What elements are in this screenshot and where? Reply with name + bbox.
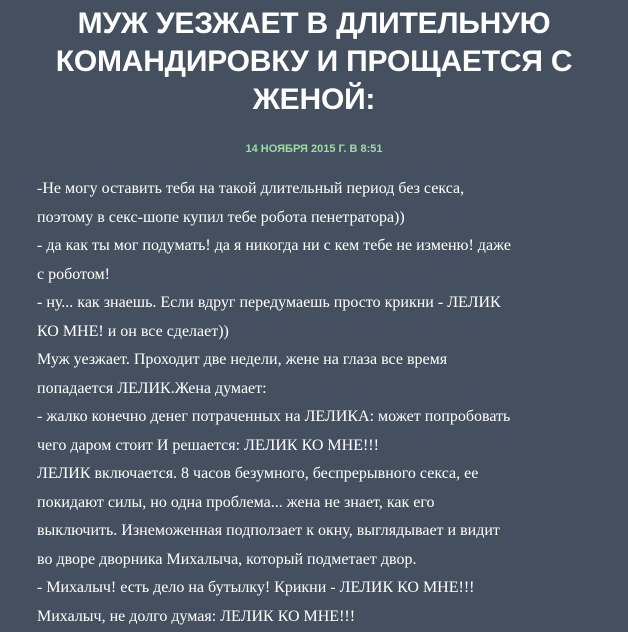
body-line: -Не могу оставить тебя на такой длительный период без секса, (37, 180, 465, 197)
body-line: Муж уезжает. Проходит две недели, жене на глаза все время (37, 351, 448, 368)
title-line: КОМАНДИРОВКУ И ПРОЩАЕТСЯ С (55, 45, 573, 78)
article-title (20, 0, 608, 119)
body-line: попадается ЛЕЛИК.Жена думает: (37, 379, 267, 397)
article-body (37, 175, 608, 631)
body-line: - ну... как знаешь. Если вдруг передумаешь просто крикни - ЛЕЛИК (37, 294, 501, 311)
body-line: во дворе дворника Михалыча, который подметает двор. (37, 550, 417, 568)
body-line: КО МНЕ! и он все сделает)) (37, 322, 229, 340)
body-line: - Михалыч! есть дело на бутылку! Крикни - ЛЕЛИК КО МНЕ!!! (37, 579, 475, 596)
body-line: ЛЕЛИК включается. 8 часов безумного, беспрерывного секса, ее (37, 465, 479, 482)
title-line: ЖЕНОЙ: (252, 83, 376, 116)
body-line: Михалыч, не долго думая: ЛЕЛИК КО МНЕ!!! (37, 607, 356, 625)
body-line: поэтому в секс-шопе купил тебе робота пенетратора)) (37, 208, 405, 226)
body-line: - жалко конечно денег потраченных на ЛЕЛИКА: может попробовать (37, 408, 511, 425)
body-line: чего даром стоит И решается: ЛЕЛИК КО МНЕ!!! (37, 436, 379, 454)
title-line: МУЖ УЕЗЖАЕТ В ДЛИТЕЛЬНУЮ (77, 7, 551, 40)
body-line: выключить. Изнеможенная подползает к окну, выглядывает и видит (37, 522, 500, 539)
publish-date: 14 НОЯБРЯ 2015 Г. В 8:51 (245, 143, 383, 155)
body-line: - да как ты мог подумать! да я никогда ни с кем тебе не изменю! даже (37, 237, 511, 254)
body-line: с роботом! (37, 265, 110, 283)
body-line: покидают силы, но одна проблема... жена не знает, как его (37, 493, 435, 511)
